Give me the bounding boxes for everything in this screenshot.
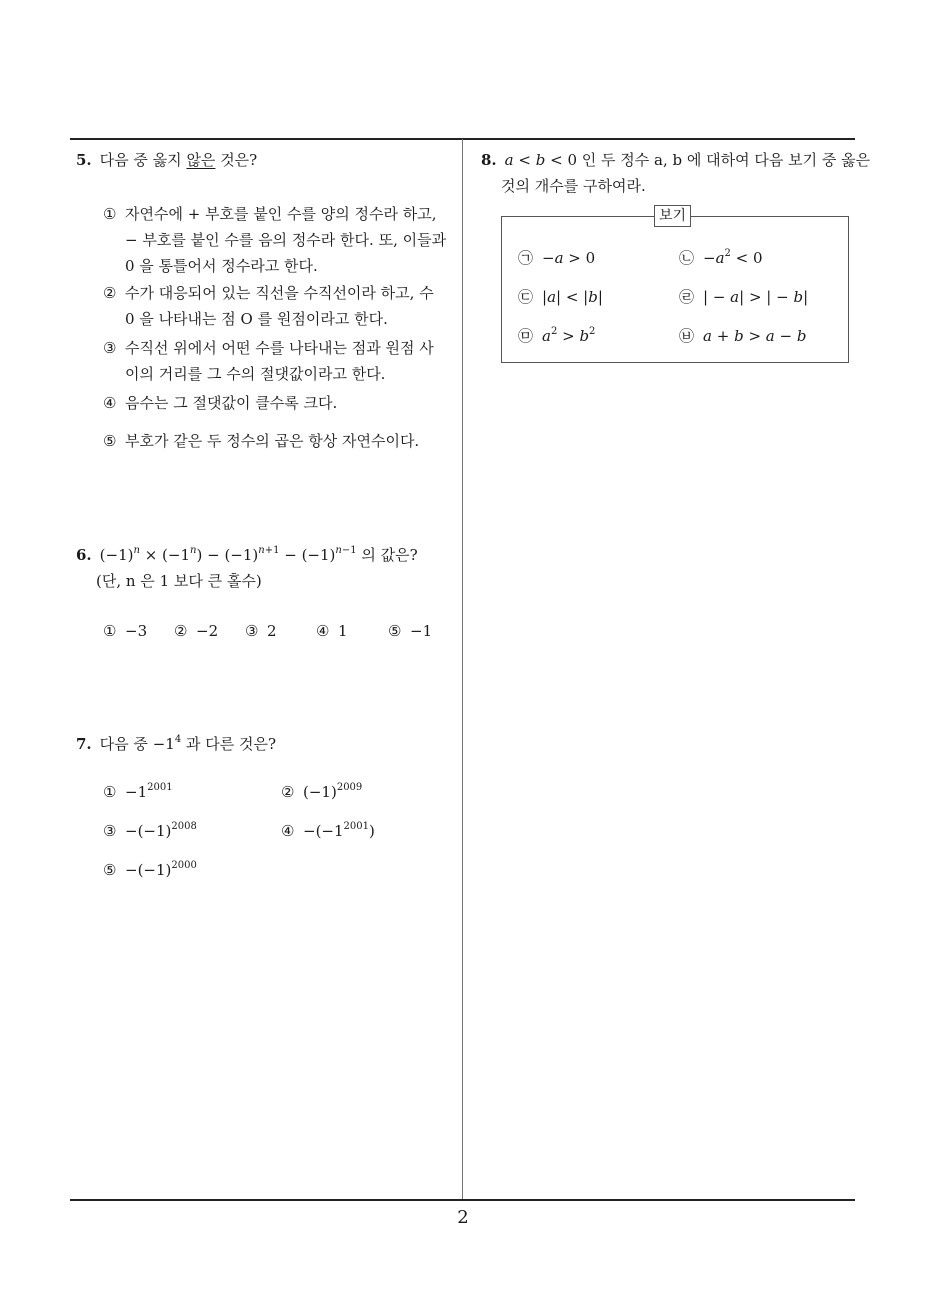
question-7-expression: $-1^4$ [152, 734, 182, 753]
question-number: 8. [481, 151, 497, 169]
bogi-item-a: ㉠ −a > 0 [518, 249, 596, 267]
question-5-prompt: 5. 다음 중 옳지 않은 것은? [76, 151, 258, 169]
question-number: 7. [76, 735, 92, 753]
page-number: 2 [457, 1207, 469, 1228]
choice-1[interactable]: ① −3 [103, 622, 148, 640]
choice-4[interactable]: ④ $-(-1^{2001})$ [281, 821, 375, 840]
choice-2[interactable]: ② −2 [174, 622, 219, 640]
column-divider [462, 139, 463, 1200]
question-8-prompt: 8. a < b < 0 인 두 정수 a, b 에 대하여 다음 보기 중 옳은 [481, 151, 871, 169]
question-6-condition: (단, n 은 1 보다 큰 홀수) [96, 572, 262, 590]
choice-4[interactable]: ④ 1 [316, 622, 348, 640]
question-6-prompt: 6. $(-1)^n \times (-1^n) - (-1)^{n+1} - (-1)^{n-1}$ 의 값은? [76, 545, 418, 564]
question-8-prompt-line-2: 것의 개수를 구하여라. [501, 177, 646, 195]
choice-5[interactable]: ⑤ −1 [388, 622, 433, 640]
question-6-expression: $(-1)^n \times (-1^n) - (-1)^{n+1} - (-1)^{n-1}$ [99, 545, 357, 564]
choice-4[interactable]: ④ 음수는 그 절댓값이 클수록 크다. [103, 394, 338, 412]
question-7-prompt: 7. 다음 중 $-1^4$ 과 다른 것은? [76, 734, 276, 753]
question-8-condition: a < b < 0 [504, 151, 577, 169]
bogi-item-e: ㉤ $a^2 > b^2$ [518, 326, 596, 345]
choice-2-line-2: 0 을 나타내는 점 O 를 원점이라고 한다. [125, 310, 388, 328]
bogi-title: 보기 [654, 205, 691, 227]
choice-2[interactable]: ② $(-1)^{2009}$ [281, 782, 363, 801]
bogi-item-c: ㉢ |a| < |b| [518, 288, 603, 306]
choice-3-line-2: 이의 거리를 그 수의 절댓값이라고 한다. [125, 365, 386, 383]
choice-5[interactable]: ⑤ 부호가 같은 두 정수의 곱은 항상 자연수이다. [103, 432, 420, 450]
choice-1-line-2: − 부호를 붙인 수를 음의 정수라 한다. 또, 이들과 [125, 231, 447, 249]
bogi-item-b: ㉡ $-a^2 < 0$ [679, 248, 763, 267]
bottom-rule [70, 1199, 855, 1201]
choice-1[interactable]: ① $-1^{2001}$ [103, 782, 173, 801]
choice-2[interactable]: ② 수가 대응되어 있는 직선을 수직선이라 하고, 수 [103, 284, 434, 302]
choice-3[interactable]: ③ 수직선 위에서 어떤 수를 나타내는 점과 원점 사 [103, 339, 434, 357]
choice-5[interactable]: ⑤ $-(-1)^{2000}$ [103, 860, 197, 879]
underlined-word: 않은 [186, 151, 216, 169]
choice-3[interactable]: ③ 2 [245, 622, 277, 640]
question-number: 6. [76, 546, 92, 564]
question-number: 5. [76, 151, 92, 169]
bogi-item-f: ㉥ a + b > a − b [679, 327, 807, 345]
bogi-item-d: ㉣ | − a| > | − b| [679, 288, 809, 306]
choice-1[interactable]: ① 자연수에 + 부호를 붙인 수를 양의 정수라 하고, [103, 205, 437, 223]
choice-1-line-3: 0 을 통틀어서 정수라고 한다. [125, 257, 318, 275]
choice-3[interactable]: ③ $-(-1)^{2008}$ [103, 821, 197, 840]
